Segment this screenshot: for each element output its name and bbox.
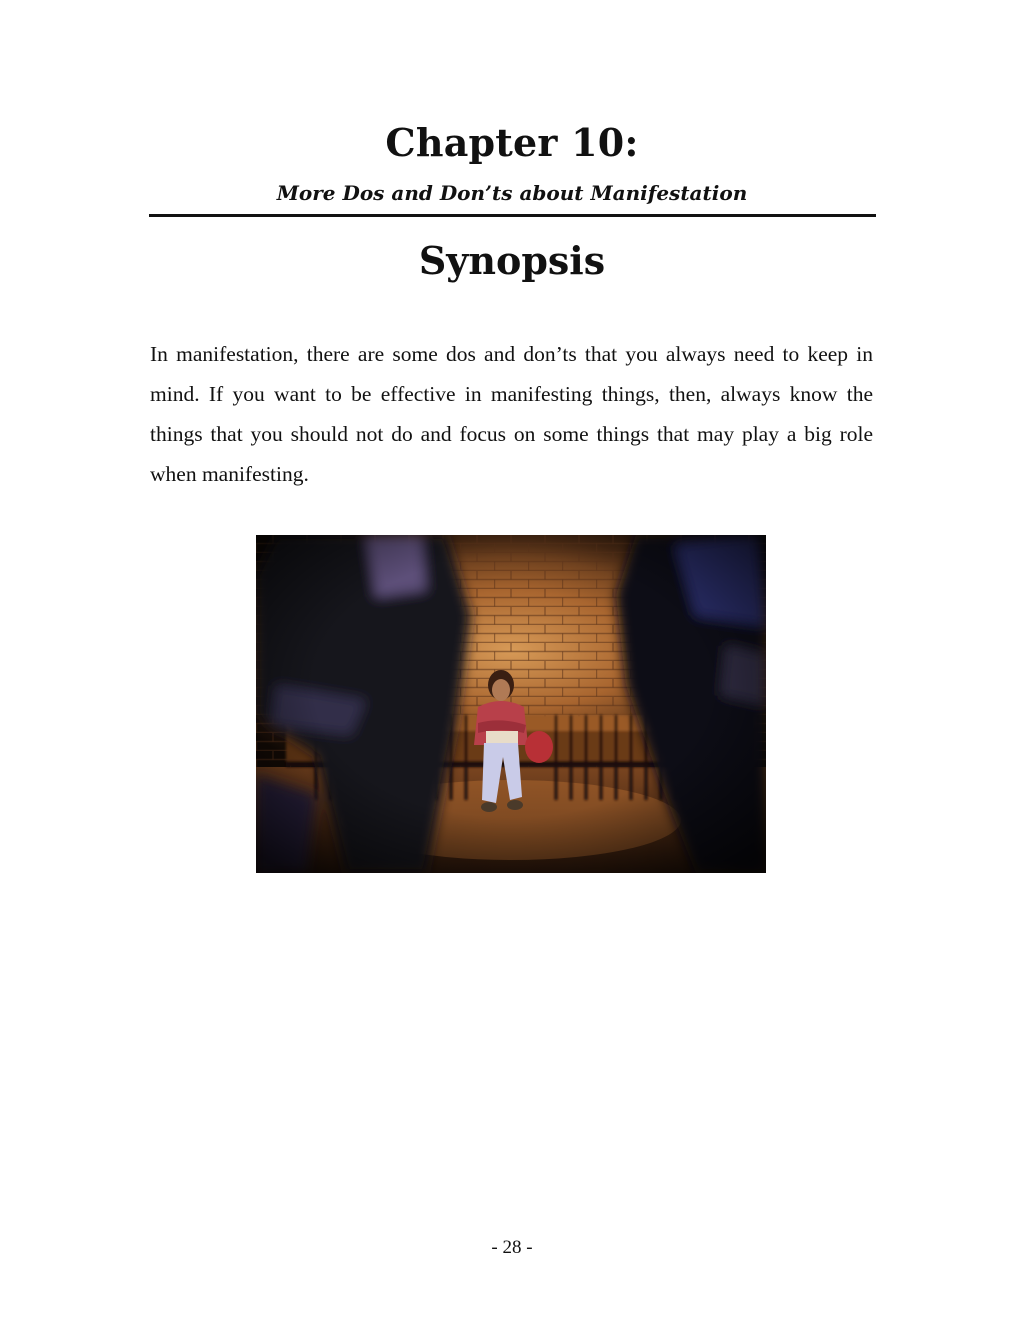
chapter-photo [256, 535, 766, 873]
title-divider [149, 214, 876, 217]
synopsis-paragraph: In manifestation, there are some dos and don’ts that you always need to keep in mind. If you want to be effective in manifesting things, then, always know the things that you should not do and focus on some things that may play a big role when manifesting. [150, 342, 873, 486]
chapter-subtitle: More Dos and Don’ts about Manifestation [276, 181, 748, 205]
chapter-title: Chapter 10: [385, 120, 639, 165]
section-title: Synopsis [418, 238, 606, 283]
page-number: - 28 - [491, 1237, 533, 1258]
